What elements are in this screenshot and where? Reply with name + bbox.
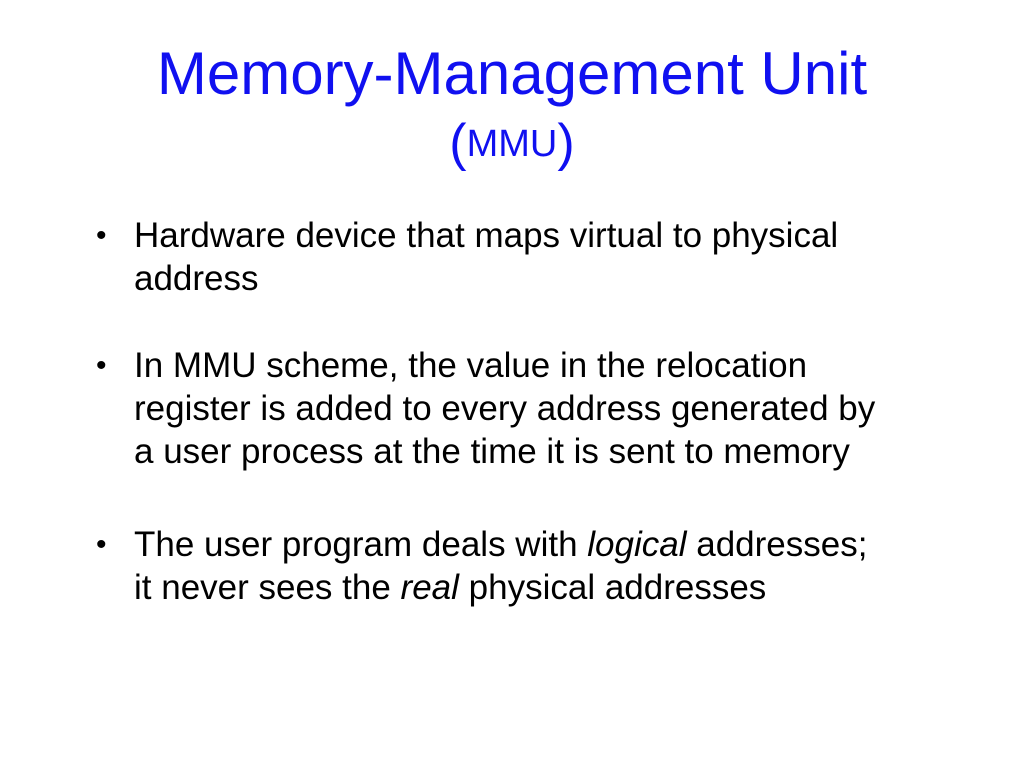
bullet-text: Hardware device that maps virtual to physical address	[134, 216, 839, 298]
bullet-text: In MMU scheme, the value in the relocation register is added to every address generated by a user process at the time it is sent to memory	[134, 346, 876, 471]
bullet-text-before: The user program deals with	[134, 525, 588, 564]
bullet-marker: •	[96, 219, 107, 252]
title-open-paren: (	[449, 114, 467, 172]
title-main: Memory-Management Unit	[156, 40, 868, 107]
emphasis-real: real	[400, 568, 459, 607]
bullet-text-after: physical addresses	[458, 568, 767, 607]
bullet-item-mmu-scheme	[92, 344, 892, 473]
emphasis-logical: logical	[587, 525, 687, 564]
bullet-marker: •	[96, 528, 107, 561]
bullet-item-logical-addresses	[92, 523, 892, 609]
bullet-text-middle: addresses; it never sees the	[134, 525, 868, 607]
title-abbreviation: MMU	[466, 123, 558, 165]
title-abbreviation-line	[0, 104, 1024, 180]
slide-title	[0, 38, 1024, 180]
bullet-marker: •	[96, 349, 107, 382]
title-close-paren: )	[557, 114, 575, 172]
bullet-item-hardware-device	[92, 214, 892, 300]
bullet-list	[92, 214, 892, 653]
